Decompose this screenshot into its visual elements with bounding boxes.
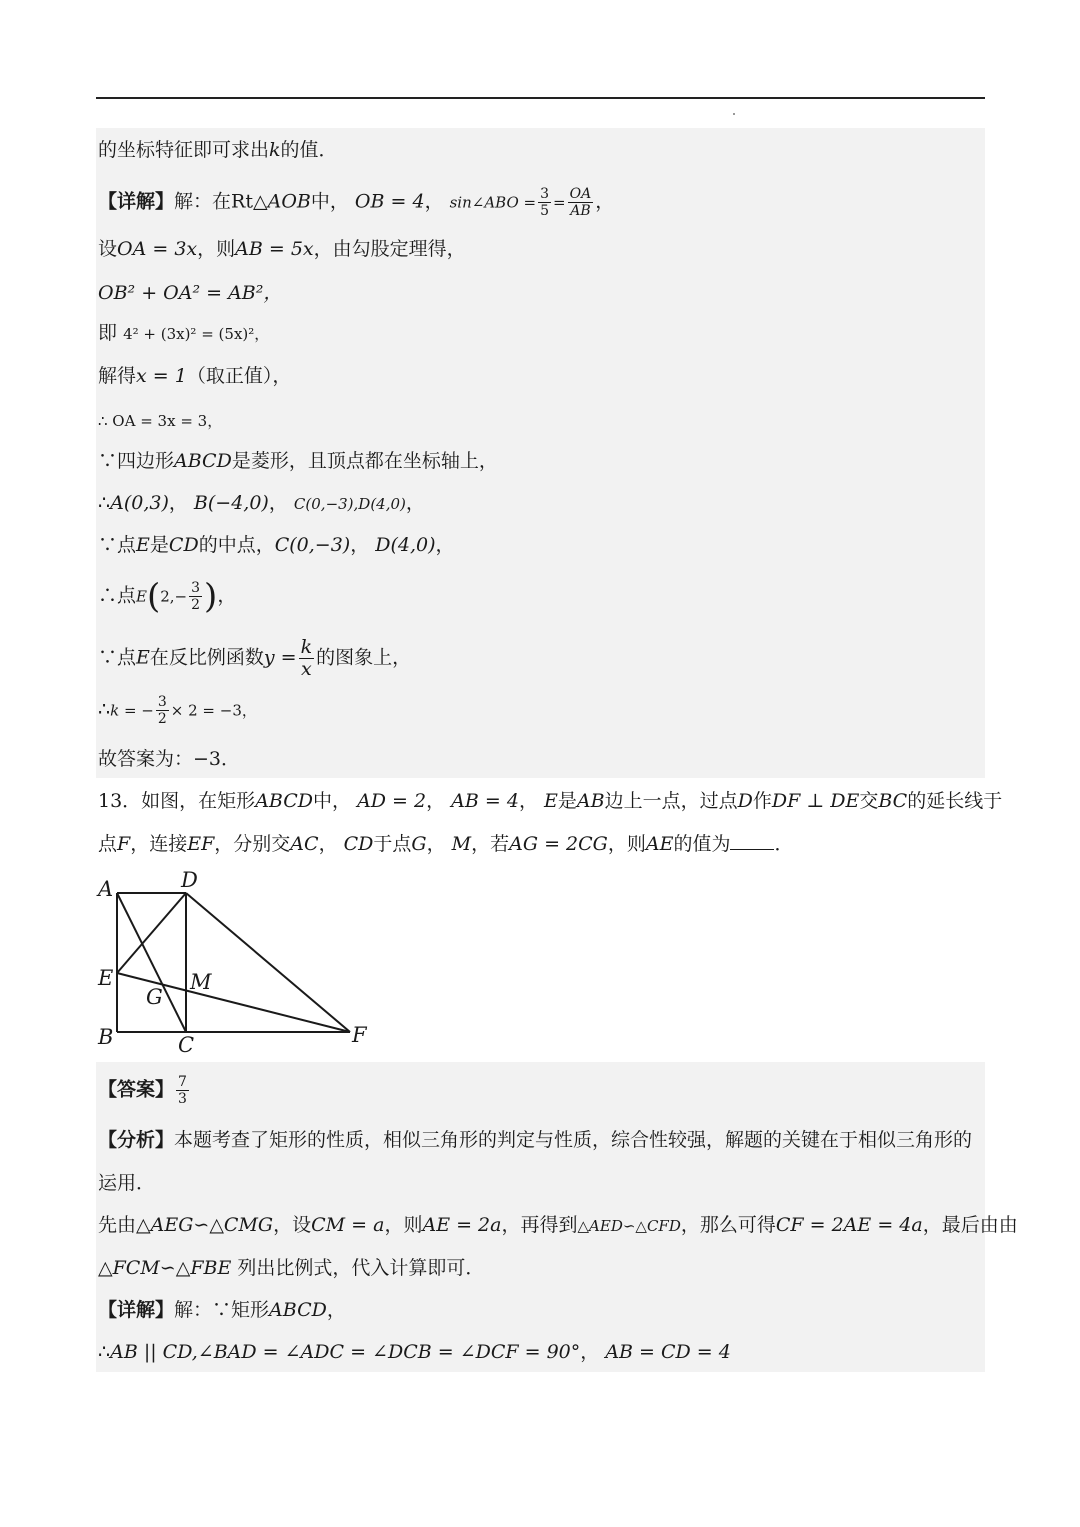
ans13-analysis-line-2: 运用． (98, 1172, 156, 1194)
ans13-answer-line (98, 1074, 191, 1107)
label-m: M (190, 970, 212, 994)
sol12-line-6: 解得x = 1（取正值）， (98, 365, 292, 387)
ans13-detail-line-1: 【详解】解：∵矩形ABCD， (98, 1299, 346, 1321)
label-d: D (181, 868, 198, 892)
sol12-line-1: 的坐标特征即可求出k的值． (98, 139, 338, 161)
fraction-k-x: $\frac{k}{x}$ (300, 636, 313, 680)
q13-line-1: 13．如图，在矩形ABCD中， AD = 2， AB = 4， E是AB边上一点，过点D作DF ⊥ DE交BC的延长线于 (98, 790, 1003, 812)
detail-tag-2: 【详解】 (98, 1299, 175, 1321)
label-c: C (178, 1033, 195, 1057)
label-e: E (98, 966, 114, 990)
label-b: B (98, 1025, 114, 1049)
label-f: F (352, 1023, 367, 1047)
sol12-line-5: 即 4² + (3x)² = (5x)²， (98, 322, 270, 344)
sol12-line-4: OB² + OA² = AB²， (98, 282, 283, 304)
sol12-line-2: 【详解】解：在Rt△AOB中， OB = 4， sin∠ABO = $\frac{3}{5}$ = $\frac{OA}{AB}$ ， (98, 186, 615, 219)
sol12-line-8: ∵四边形ABCD是菱形，且顶点都在坐标轴上， (98, 450, 498, 472)
geometry-figure (90, 866, 380, 1058)
answer-tag: 【答案】 (98, 1078, 175, 1101)
fraction-3-2: $\frac{3}{2}$ (191, 580, 201, 613)
detail-tag: 【详解】 (98, 190, 175, 213)
answer-fraction-7-3: $\frac{7}{3}$ (178, 1074, 187, 1107)
sol12-line-10: ∵点E是CD的中点，C(0,−3)， D(4,0)， (98, 534, 455, 556)
label-g: G (146, 985, 163, 1009)
q13-line-2: 点F，连接EF，分别交AC， CD于点G， M，若AG = 2CG，则AE的值为 ． (98, 833, 794, 855)
ans13-analysis-line-3: 先由△AEG∽△CMG，设CM = a，则AE = 2a，再得到△AED∽△CFD，那么可得CF = 2AE = 4a，最后由由 (98, 1214, 1018, 1236)
sol12-line-7: ∴ OA = 3x = 3， (98, 412, 223, 430)
fraction-oa-ab: $\frac{OA}{AB}$ (569, 186, 592, 219)
sol12-line-13: ∴k = − $\frac{3}{2}$ × 2 = −3， (98, 694, 257, 727)
sol12-line-14: 故答案为：−3． (98, 748, 241, 770)
fraction-3-2-b: $\frac{3}{2}$ (157, 694, 167, 727)
analysis-tag: 【分析】 (98, 1129, 175, 1151)
answer-blank (730, 831, 774, 850)
ans13-analysis-line-4: △FCM∽△FBE 列出比例式，代入计算即可． (98, 1257, 485, 1279)
ans13-analysis-line-1: 【分析】本题考查了矩形的性质，相似三角形的判定与性质，综合性较强，解题的关键在于相似三角形的 (98, 1129, 973, 1151)
ans13-detail-line-2: ∴AB || CD,∠BAD = ∠ADC = ∠DCB = ∠DCF = 90°， AB = CD = 4 (98, 1341, 731, 1363)
label-a: A (98, 877, 114, 901)
sol12-line-3: 设OA = 3x，则AB = 5x，由勾股定理得， (98, 238, 466, 260)
sol12-line-12: ∵点E在反比例函数y = $\frac{k}{x}$ 的图象上， (98, 636, 412, 680)
sol12-line-9: ∴A(0,3)， B(−4,0)， C(0,−3),D(4,0)， (98, 492, 425, 514)
sol12-line-11: ∴点E(2,− $\frac{3}{2}$ )， (98, 576, 237, 617)
fraction-3-5: $\frac{3}{5}$ (540, 186, 550, 219)
page-speck (733, 113, 735, 115)
header-rule (96, 97, 985, 99)
